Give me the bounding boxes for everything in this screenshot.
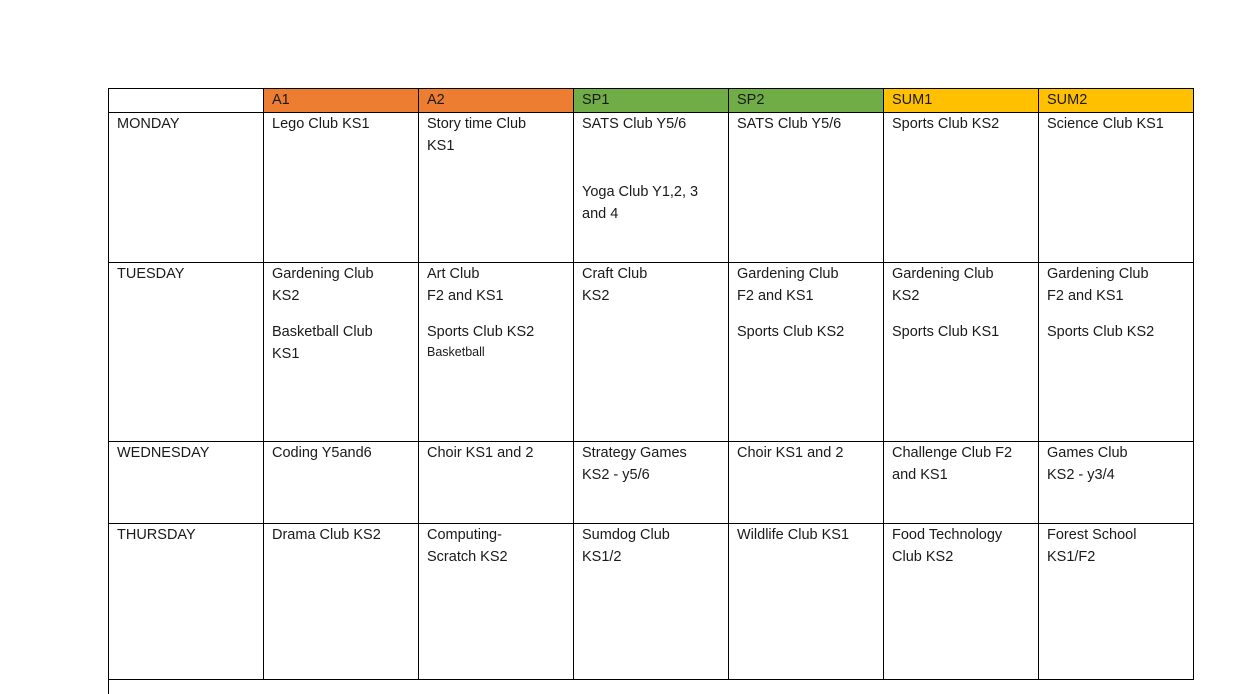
cell-monday-a2: Story time Club KS1 xyxy=(419,113,574,263)
cell-wednesday-sum1: Challenge Club F2 and KS1 xyxy=(884,442,1039,524)
clubs-timetable xyxy=(108,88,1194,680)
cell-thursday-sp1: Sumdog Club KS1/2 xyxy=(574,524,729,680)
header-a1: A1 xyxy=(264,89,419,113)
cell-thursday-a2: Computing- Scratch KS2 xyxy=(419,524,574,680)
header-corner-cell xyxy=(109,89,264,113)
day-label-thursday: THURSDAY xyxy=(109,524,264,680)
table-row-monday xyxy=(109,113,1194,263)
header-sum1: SUM1 xyxy=(884,89,1039,113)
cell-tuesday-sum2: Gardening Club F2 and KS1 Sports Club KS2 xyxy=(1039,263,1194,442)
cell-tuesday-a2: Art Club F2 and KS1 Sports Club KS2 Basketball xyxy=(419,263,574,442)
table-row-tuesday xyxy=(109,263,1194,442)
text-cursor[interactable] xyxy=(108,680,109,694)
day-label-monday: MONDAY xyxy=(109,113,264,263)
header-row xyxy=(109,89,1194,113)
table-row-thursday xyxy=(109,524,1194,680)
cell-tuesday-sp1: Craft Club KS2 xyxy=(574,263,729,442)
table-row-wednesday xyxy=(109,442,1194,524)
cell-tuesday-sum1: Gardening Club KS2 Sports Club KS1 xyxy=(884,263,1039,442)
cell-tuesday-sp2: Gardening Club F2 and KS1 Sports Club KS2 xyxy=(729,263,884,442)
cell-wednesday-a2: Choir KS1 and 2 xyxy=(419,442,574,524)
header-sp1: SP1 xyxy=(574,89,729,113)
cell-wednesday-sp2: Choir KS1 and 2 xyxy=(729,442,884,524)
cell-thursday-sum2: Forest School KS1/F2 xyxy=(1039,524,1194,680)
cell-monday-sum1: Sports Club KS2 xyxy=(884,113,1039,263)
cell-thursday-sum1: Food Technology Club KS2 xyxy=(884,524,1039,680)
cell-monday-sp2: SATS Club Y5/6 xyxy=(729,113,884,263)
cell-monday-sp1: SATS Club Y5/6 Yoga Club Y1,2, 3 and 4 xyxy=(574,113,729,263)
header-sum2: SUM2 xyxy=(1039,89,1194,113)
cell-wednesday-sp1: Strategy Games KS2 - y5/6 xyxy=(574,442,729,524)
cell-wednesday-sum2: Games Club KS2 - y3/4 xyxy=(1039,442,1194,524)
cell-thursday-sp2: Wildlife Club KS1 xyxy=(729,524,884,680)
cell-wednesday-a1: Coding Y5and6 xyxy=(264,442,419,524)
cell-thursday-a1: Drama Club KS2 xyxy=(264,524,419,680)
cell-monday-a1: Lego Club KS1 xyxy=(264,113,419,263)
day-label-tuesday: TUESDAY xyxy=(109,263,264,442)
header-a2: A2 xyxy=(419,89,574,113)
cell-tuesday-a1: Gardening Club KS2 Basketball Club KS1 xyxy=(264,263,419,442)
header-sp2: SP2 xyxy=(729,89,884,113)
day-label-wednesday: WEDNESDAY xyxy=(109,442,264,524)
cell-monday-sum2: Science Club KS1 xyxy=(1039,113,1194,263)
